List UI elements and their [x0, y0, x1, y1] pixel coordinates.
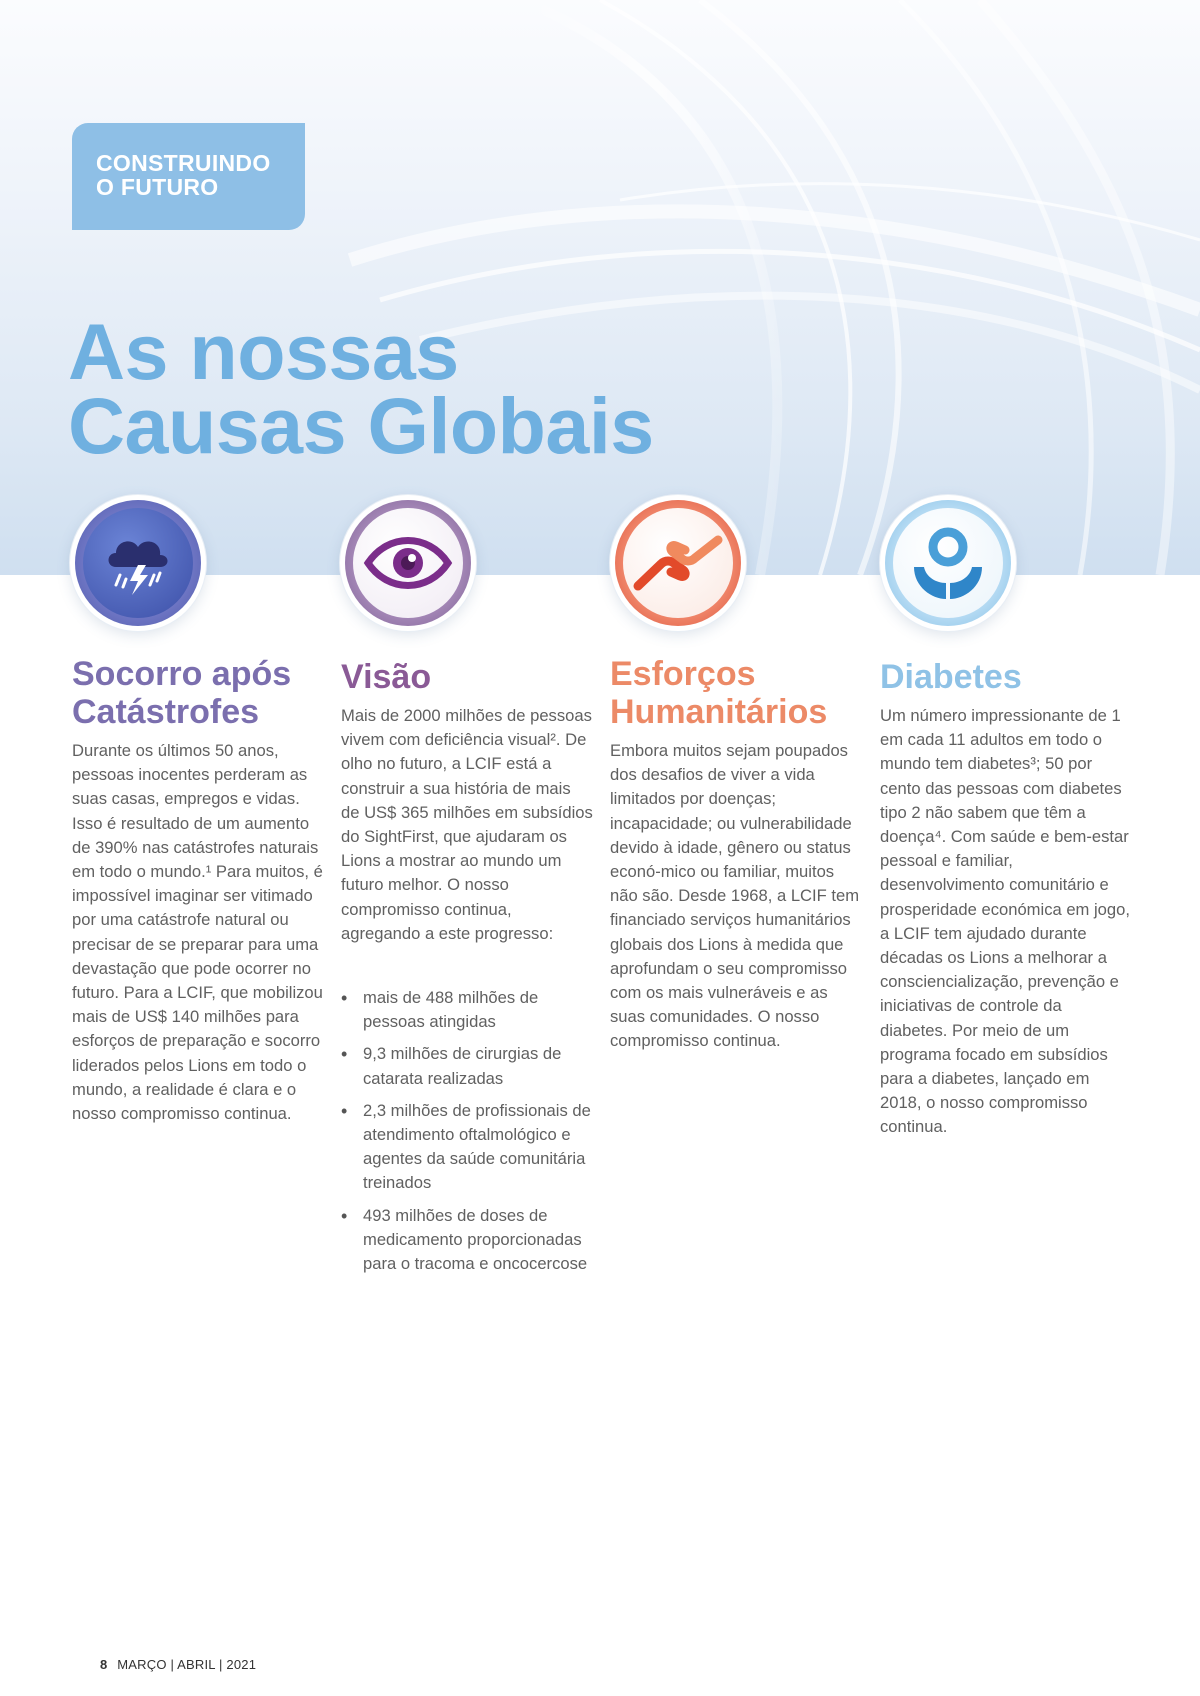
cause-title-line: Humanitários: [610, 693, 828, 731]
page-title-line-2: Causas Globais: [68, 381, 654, 470]
page-title: [68, 307, 654, 470]
list-item: • 2,3 milhões de profissionais de atendimento oftalmológico e agentes da saúde comunitária treinados: [341, 1099, 593, 1196]
cause-column-vision: [341, 655, 593, 1284]
humanitarian-badge: [610, 495, 746, 631]
section-tag-line-1: CONSTRUINDO: [96, 150, 271, 176]
list-item: • 493 milhões de doses de medicamento proporcionadas para o tracoma e oncocercose: [341, 1204, 593, 1277]
page-number: 8: [100, 1657, 108, 1672]
cause-column-humanitarian: [610, 655, 862, 1054]
section-tag-line-2: O FUTURO: [96, 174, 219, 200]
cause-title-line: Diabetes: [880, 658, 1022, 696]
cause-body: Embora muitos sejam poupados dos desafios de viver a vida limitados por doenças; incapacidade; ou vulnerabilidade devido à idade, gênero ou status econó-mico ou familiar, muitos não são. Desde 1968, a LCIF tem financiado serviços humanitários globais dos Lions à medida que aprofundam o seu compromisso com os mais vulneráveis e as suas comunidades. O nosso compromisso continua.: [610, 741, 860, 1051]
hero-banner: [0, 0, 1200, 575]
list-item: • mais de 488 milhões de pessoas atingidas: [341, 986, 593, 1034]
vision-badge: [340, 495, 476, 631]
decorative-swirls: [0, 0, 1200, 575]
cause-title-line: Socorro após: [72, 655, 292, 693]
cause-column-diabetes: [880, 655, 1132, 1140]
cause-title: [72, 655, 324, 731]
issue-date: MARÇO | ABRIL | 2021: [117, 1657, 257, 1672]
cause-title-line: Visão: [341, 658, 432, 696]
eye-icon: [353, 508, 463, 618]
cause-title-line: Esforços: [610, 655, 756, 693]
section-tag: [72, 123, 305, 230]
cause-body: Durante os últimos 50 anos, pessoas inocentes perderam as suas casas, empregos e vidas. Isso é resultado de um aumento de 390% nas catástrofes naturais em todo o mundo.¹ Para muitos, é impossível imaginar ser vitimado por uma catástrofe natural ou precisar de se preparar para uma devastação que pode ocorrer no futuro. Para a LCIF, que mobilizou mais de US$ 140 milhões para esforços de preparação e socorro liderados pelos Lions em todo o mundo, a realidade é clara e o nosso compromisso continua.: [72, 741, 323, 1124]
cause-title-line: Catástrofes: [72, 693, 260, 731]
cause-title: [610, 655, 862, 731]
diabetes-badge: [880, 495, 1016, 631]
achievement-list: [341, 986, 593, 1276]
cause-body: Mais de 2000 milhões de pessoas vivem com deficiência visual². De olho no futuro, a LCIF está a construir a sua história de mais de US$ 365 milhões em subsídios do SightFirst, que ajudaram os Lions a mostrar ao mundo um futuro melhor. O nosso compromisso continua, agregando a este progresso:: [341, 706, 593, 943]
list-item: • 9,3 milhões de cirurgias de catarata realizadas: [341, 1042, 593, 1090]
hands-holding-ring-icon: [893, 508, 1003, 618]
page-title-line-1: As nossas: [68, 307, 459, 396]
cause-body: Um número impressionante de 1 em cada 11 adultos em todo o mundo tem diabetes³; 50 por cento das pessoas com diabetes tipo 2 não sabem que têm a doença⁴. Com saúde e bem-estar pessoal e familiar, desenvolvimento comunitário e prosperidade económica em jogo, a LCIF tem ajudado durante décadas os Lions a melhorar a consciencialização, prevenção e iniciativas de controle da diabetes. Por meio de um programa focado em subsídios para a diabetes, lançado em 2018, o nosso compromisso continua.: [880, 706, 1130, 1137]
cause-title: [341, 658, 593, 696]
storm-cloud-icon: [83, 508, 193, 618]
disaster-relief-badge: [70, 495, 206, 631]
cause-column-disaster-relief: [72, 655, 324, 1126]
helping-hands-icon: [623, 508, 733, 618]
cause-title: [880, 658, 1132, 696]
page-footer: [100, 1657, 256, 1672]
